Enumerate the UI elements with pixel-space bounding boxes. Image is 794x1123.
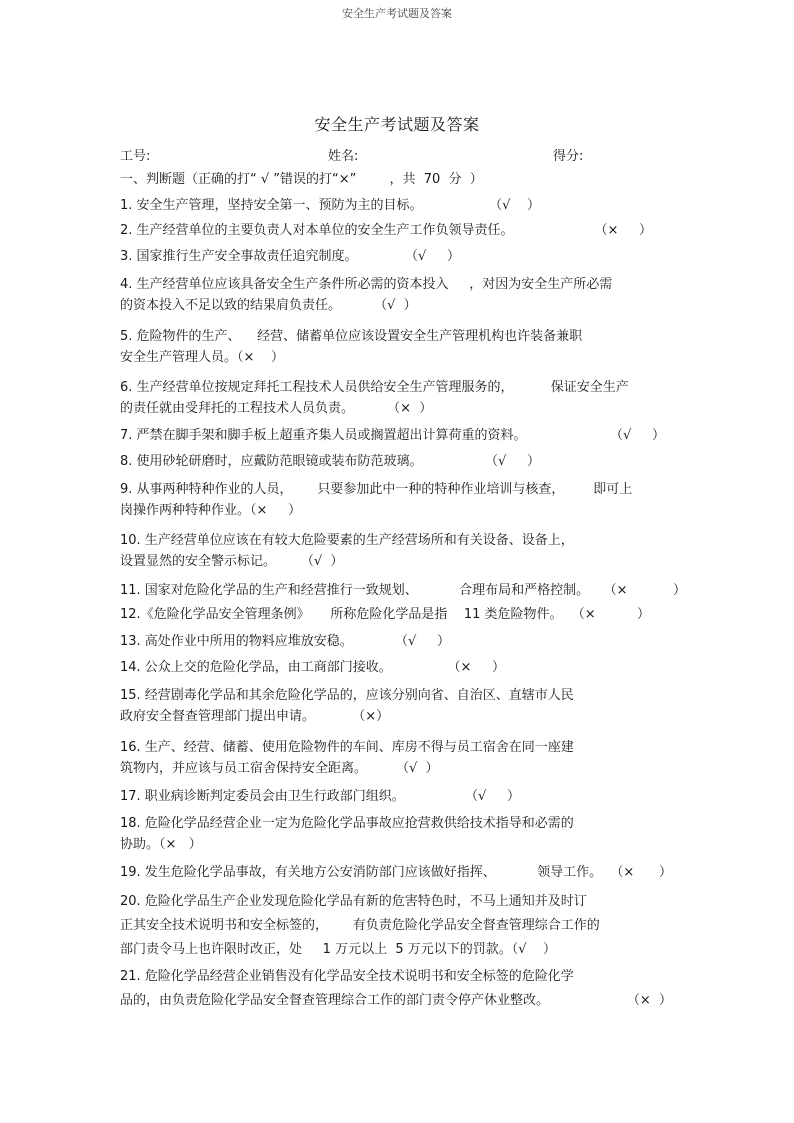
question-text: 3. 国家推行生产安全事故责任追究制度。 (120, 249, 358, 264)
question-item (120, 580, 686, 601)
answer-mark: （√ ） (374, 298, 417, 313)
question-item (120, 890, 600, 962)
answer-mark: （√ ） (300, 554, 344, 569)
question-item (120, 246, 460, 267)
question-item (120, 220, 652, 241)
answer-mark: （√ ） (511, 942, 557, 957)
question-text: 20. 危险化学品生产企业发现危险化学品有新的危害特色时，不马上通知并及时订 (120, 894, 587, 909)
question-item (120, 274, 612, 316)
question-item (120, 737, 574, 779)
answer-mark: （× ） (594, 223, 652, 238)
question-text: 21. 危险化学品经营企业销售没有化学品安全技术说明书和安全标签的危险化学 (120, 969, 574, 984)
answer-mark: （× ） (610, 865, 672, 880)
question-text: 1. 安全生产管理，坚持安全第一、预防为主的目标。 (120, 198, 423, 213)
page-title: 安全生产考试题及答案 (314, 115, 480, 134)
running-header: 安全生产考试题及答案 (342, 7, 452, 20)
question-item (120, 786, 520, 807)
question-text: 8. 使用砂轮研磨时，应戴防范眼镜或装布防范玻璃。 (120, 454, 423, 469)
question-text: 4. 生产经营单位应该具备安全生产条件所必需的资本投入 ，对因为安全生产所必需 (120, 277, 613, 292)
question-item (120, 965, 672, 1013)
question-text: 13. 高处作业中所用的物料应堆放安稳。 (120, 634, 353, 649)
section-heading: 一、判断题（正确的打“ √ ”错误的打“×” ，共 70 分 ） (120, 172, 483, 187)
answer-mark: （√ ） (395, 634, 450, 649)
score-label: 得分: (553, 149, 584, 164)
answer-mark: （√ ） (465, 789, 520, 804)
question-item (120, 377, 629, 419)
question-text: 12.《危险化学品安全管理条例》 所称危险化学品是指 11 类危险物件。 (120, 607, 563, 622)
question-text: 设置显然的安全警示标记。 (120, 554, 277, 569)
question-text: 的资本投入不足以致的结果肩负责任。 (120, 298, 342, 313)
question-item (120, 530, 574, 572)
question-item (120, 425, 665, 446)
answer-mark: （√ ） (610, 428, 665, 443)
answer-mark: （√ ） (395, 761, 439, 776)
question-text: 10. 生产经营单位应该在有较大危险要素的生产经营场所和有关设备、设备上， (120, 533, 574, 548)
question-text: 16. 生产、经营、储蓄、使用危险物件的车间、库房不得与员工宿舍在同一座建 (120, 740, 574, 755)
question-text: 14. 公众上交的危险化学品，由工商部门接收。 (120, 660, 392, 675)
question-text: 部门责令马上也许限时改正，处 1 万元以上 5 万元以下的罚款。 (120, 942, 512, 957)
question-text: 7. 严禁在脚手架和脚手板上超重齐集人员或搁置超出计算荷重的资料。 (120, 428, 527, 443)
answer-mark: （× ） (250, 503, 302, 518)
question-item (120, 631, 450, 652)
answer-mark: （× ） (603, 583, 686, 598)
question-text: 5. 危险物件的生产、 经营、储蓄单位应该设置安全生产管理机构也许装备兼职 (120, 329, 583, 344)
question-item (120, 326, 582, 368)
question-text: 安全生产管理人员。 (120, 350, 238, 365)
answer-mark: （×） (352, 709, 390, 724)
question-item (120, 479, 632, 521)
question-text: 岗操作两种特种作业。 (120, 503, 251, 518)
answer-mark: （× ） (571, 607, 650, 622)
question-item (120, 685, 574, 727)
answer-mark: （× ） (387, 401, 433, 416)
answer-mark: （√ ） (405, 249, 460, 264)
question-item (120, 657, 505, 678)
name-label: 姓名: (328, 149, 359, 164)
answer-mark: （× ） (626, 993, 672, 1008)
question-text: 6. 生产经营单位按规定拜托工程技术人员供给安全生产管理服务的， 保证安全生产 (120, 380, 629, 395)
question-text: 17. 职业病诊断判定委员会由卫生行政部门组织。 (120, 789, 405, 804)
question-text: 正其安全技术说明书和安全标签的， 有负责危险化学品安全督查管理综合工作的 (120, 918, 600, 933)
question-text: 的责任就由受拜托的工程技术人员负责。 (120, 401, 355, 416)
question-text: 2. 生产经营单位的主要负责人对本单位的安全生产工作负领导责任。 (120, 223, 514, 238)
question-text: 11. 国家对危险化学品的生产和经营推行一致规划、 合理布局和严格控制。 (120, 583, 590, 598)
question-text: 品的，由负责危险化学品安全督查管理综合工作的部门责令停产休业整改。 (120, 993, 550, 1008)
question-item (120, 604, 650, 625)
question-text: 政府安全督查管理部门提出申请。 (120, 709, 316, 724)
question-text: 筑物内，并应该与员工宿舍保持安全距离。 (120, 761, 368, 776)
question-text: 协助。 (120, 837, 160, 852)
answer-mark: （× ） (159, 837, 202, 852)
question-item (120, 195, 540, 216)
answer-mark: （× ） (237, 350, 284, 365)
question-item (120, 862, 672, 883)
question-item (120, 451, 540, 472)
employee-id-label: 工号: (120, 149, 151, 164)
question-text: 9. 从事两种特种作业的人员， 只要参加此中一种的特种作业培训与核查， 即可上 (120, 482, 633, 497)
question-item (120, 813, 574, 855)
answer-mark: （√ ） (485, 454, 540, 469)
question-text: 15. 经营剧毒化学品和其余危险化学品的，应该分别向省、自治区、直辖市人民 (120, 688, 574, 703)
answer-mark: （× ） (447, 660, 505, 675)
question-text: 19. 发生危险化学品事故，有关地方公安消防部门应该做好指挥、 领导工作。 (120, 865, 603, 880)
question-text: 18. 危险化学品经营企业一定为危险化学品事故应抢营救供给技术指导和必需的 (120, 816, 574, 831)
answer-mark: （√ ） (489, 198, 540, 213)
